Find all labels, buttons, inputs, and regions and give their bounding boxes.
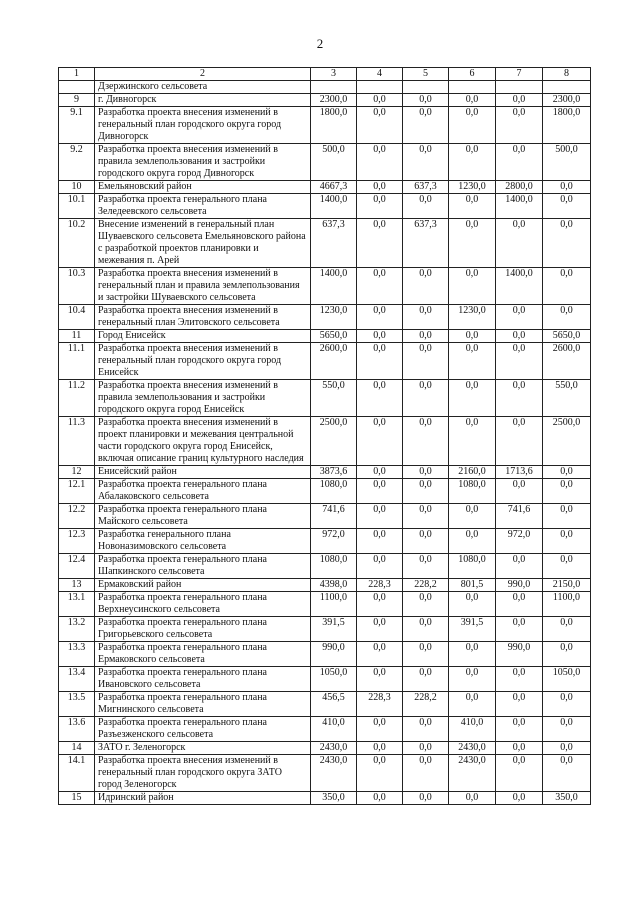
value-col-3: 1050,0 (311, 667, 357, 692)
value-col-3: 350,0 (311, 792, 357, 805)
value-col-6: 1080,0 (449, 554, 496, 579)
value-col-8: 1100,0 (543, 592, 591, 617)
row-number: 12.4 (59, 554, 95, 579)
row-description: Разработка проекта генерального плана Григорьевского сельсовета (95, 617, 311, 642)
table-row (59, 529, 591, 554)
value-col-7: 0,0 (496, 94, 543, 107)
value-col-7: 1400,0 (496, 268, 543, 305)
value-col-8: 0,0 (543, 268, 591, 305)
value-col-6: 0,0 (449, 692, 496, 717)
value-col-8: 0,0 (543, 181, 591, 194)
value-col-7: 0,0 (496, 692, 543, 717)
table-row (59, 479, 591, 504)
row-description: Енисейский район (95, 466, 311, 479)
value-col-8: 550,0 (543, 380, 591, 417)
value-col-3: 1230,0 (311, 305, 357, 330)
value-col-3: 1400,0 (311, 268, 357, 305)
value-col-8: 0,0 (543, 194, 591, 219)
table-row (59, 330, 591, 343)
row-description: Разработка проекта внесения изменений в генеральный план городского округа ЗАТО город Зеленогорск (95, 755, 311, 792)
value-col-3: 2300,0 (311, 94, 357, 107)
table-row (59, 81, 591, 94)
value-col-8: 1050,0 (543, 667, 591, 692)
value-col-6: 0,0 (449, 667, 496, 692)
value-col-4: 0,0 (357, 667, 403, 692)
value-col-7: 972,0 (496, 529, 543, 554)
value-col-5 (403, 81, 449, 94)
value-col-6 (449, 81, 496, 94)
row-description: Разработка проекта генерального плана Абалаковского сельсовета (95, 479, 311, 504)
value-col-7: 0,0 (496, 554, 543, 579)
value-col-8: 2300,0 (543, 94, 591, 107)
value-col-5: 0,0 (403, 554, 449, 579)
table-row (59, 617, 591, 642)
value-col-7: 0,0 (496, 479, 543, 504)
row-description: г. Дивногорск (95, 94, 311, 107)
value-col-4: 0,0 (357, 554, 403, 579)
value-col-8: 0,0 (543, 692, 591, 717)
row-number: 12.2 (59, 504, 95, 529)
value-col-3: 1080,0 (311, 554, 357, 579)
value-col-8: 0,0 (543, 305, 591, 330)
table-row (59, 305, 591, 330)
value-col-4: 0,0 (357, 330, 403, 343)
value-col-5: 228,2 (403, 579, 449, 592)
table-row (59, 579, 591, 592)
value-col-8: 0,0 (543, 617, 591, 642)
table-row (59, 194, 591, 219)
value-col-8 (543, 81, 591, 94)
value-col-3: 1800,0 (311, 107, 357, 144)
value-col-5: 228,2 (403, 692, 449, 717)
value-col-7: 0,0 (496, 305, 543, 330)
row-description: Город Енисейск (95, 330, 311, 343)
value-col-6: 1080,0 (449, 479, 496, 504)
value-col-7: 1713,6 (496, 466, 543, 479)
table-row (59, 667, 591, 692)
value-col-7: 0,0 (496, 742, 543, 755)
value-col-3: 741,6 (311, 504, 357, 529)
value-col-6: 0,0 (449, 330, 496, 343)
value-col-5: 0,0 (403, 144, 449, 181)
value-col-6: 1230,0 (449, 181, 496, 194)
row-description: Разработка проекта генерального плана Шапкинского сельсовета (95, 554, 311, 579)
row-description: Разработка проекта внесения изменений в генеральный план и правила землепользования и застройки Шуваевского сельсовета (95, 268, 311, 305)
value-col-5: 0,0 (403, 268, 449, 305)
table-row (59, 554, 591, 579)
table-row (59, 144, 591, 181)
value-col-6: 2160,0 (449, 466, 496, 479)
row-number: 13 (59, 579, 95, 592)
row-description: Дзержинского сельсовета (95, 81, 311, 94)
value-col-6: 0,0 (449, 504, 496, 529)
row-number: 13.4 (59, 667, 95, 692)
row-description: Емельяновский район (95, 181, 311, 194)
row-description: Разработка проекта внесения изменений в правила землепользования и застройки городского округа город Енисейск (95, 380, 311, 417)
value-col-5: 0,0 (403, 380, 449, 417)
value-col-4: 0,0 (357, 479, 403, 504)
value-col-8: 0,0 (543, 554, 591, 579)
row-number: 12.1 (59, 479, 95, 504)
table-row (59, 592, 591, 617)
value-col-4: 0,0 (357, 144, 403, 181)
value-col-3: 391,5 (311, 617, 357, 642)
value-col-7 (496, 81, 543, 94)
table-row (59, 107, 591, 144)
value-col-3: 637,3 (311, 219, 357, 268)
value-col-3: 3873,6 (311, 466, 357, 479)
value-col-8: 350,0 (543, 792, 591, 805)
row-number: 9 (59, 94, 95, 107)
value-col-4: 0,0 (357, 219, 403, 268)
row-number: 13.3 (59, 642, 95, 667)
value-col-6: 0,0 (449, 194, 496, 219)
row-description: Разработка проекта генерального плана Мигнинского сельсовета (95, 692, 311, 717)
row-number: 10.3 (59, 268, 95, 305)
value-col-3: 1100,0 (311, 592, 357, 617)
row-description: Разработка проекта внесения изменений в генеральный план Элитовского сельсовета (95, 305, 311, 330)
header-cell: 7 (496, 68, 543, 81)
value-col-5: 0,0 (403, 617, 449, 642)
value-col-7: 0,0 (496, 330, 543, 343)
value-col-8: 0,0 (543, 219, 591, 268)
value-col-6: 0,0 (449, 592, 496, 617)
value-col-4: 0,0 (357, 181, 403, 194)
value-col-6: 801,5 (449, 579, 496, 592)
row-description: Идринский район (95, 792, 311, 805)
table-row (59, 268, 591, 305)
row-number: 13.2 (59, 617, 95, 642)
row-number: 10.4 (59, 305, 95, 330)
value-col-7: 0,0 (496, 667, 543, 692)
value-col-8: 5650,0 (543, 330, 591, 343)
row-number: 9.1 (59, 107, 95, 144)
value-col-7: 0,0 (496, 144, 543, 181)
value-col-3 (311, 81, 357, 94)
value-col-4: 0,0 (357, 305, 403, 330)
value-col-4: 228,3 (357, 579, 403, 592)
value-col-6: 0,0 (449, 343, 496, 380)
table-row (59, 755, 591, 792)
value-col-5: 0,0 (403, 592, 449, 617)
value-col-8: 1800,0 (543, 107, 591, 144)
value-col-7: 0,0 (496, 417, 543, 466)
value-col-7: 0,0 (496, 717, 543, 742)
value-col-3: 410,0 (311, 717, 357, 742)
value-col-3: 2600,0 (311, 343, 357, 380)
row-description: Разработка проекта генерального плана Ермаковского сельсовета (95, 642, 311, 667)
row-number: 9.2 (59, 144, 95, 181)
row-description: Ермаковский район (95, 579, 311, 592)
value-col-6: 0,0 (449, 268, 496, 305)
value-col-4: 0,0 (357, 466, 403, 479)
value-col-3: 5650,0 (311, 330, 357, 343)
row-number: 10 (59, 181, 95, 194)
value-col-4: 0,0 (357, 194, 403, 219)
value-col-3: 1080,0 (311, 479, 357, 504)
table-row (59, 692, 591, 717)
value-col-3: 1400,0 (311, 194, 357, 219)
value-col-6: 0,0 (449, 417, 496, 466)
value-col-6: 0,0 (449, 642, 496, 667)
header-cell: 8 (543, 68, 591, 81)
value-col-4: 0,0 (357, 592, 403, 617)
header-cell: 6 (449, 68, 496, 81)
value-col-5: 0,0 (403, 343, 449, 380)
row-number: 12 (59, 466, 95, 479)
budget-table (58, 67, 591, 805)
value-col-5: 0,0 (403, 479, 449, 504)
value-col-4: 0,0 (357, 642, 403, 667)
table-row (59, 380, 591, 417)
table-row (59, 181, 591, 194)
value-col-5: 0,0 (403, 504, 449, 529)
value-col-5: 0,0 (403, 792, 449, 805)
table-row (59, 219, 591, 268)
row-description: Внесение изменений в генеральный план Шуваевского сельсовета Емельяновского района с разработкой проектов планировки и межевания п. Арей (95, 219, 311, 268)
value-col-3: 4398,0 (311, 579, 357, 592)
value-col-4: 0,0 (357, 380, 403, 417)
page-number: 2 (316, 36, 324, 51)
value-col-7: 0,0 (496, 792, 543, 805)
row-number: 14 (59, 742, 95, 755)
row-number: 13.1 (59, 592, 95, 617)
value-col-4: 0,0 (357, 107, 403, 144)
row-number: 10.2 (59, 219, 95, 268)
value-col-4: 0,0 (357, 343, 403, 380)
value-col-7: 2800,0 (496, 181, 543, 194)
row-description: Разработка проекта генерального плана Майского сельсовета (95, 504, 311, 529)
value-col-7: 741,6 (496, 504, 543, 529)
value-col-8: 0,0 (543, 529, 591, 554)
value-col-5: 0,0 (403, 330, 449, 343)
row-description: Разработка проекта генерального плана Зеледеевского сельсовета (95, 194, 311, 219)
value-col-6: 0,0 (449, 107, 496, 144)
value-col-7: 0,0 (496, 107, 543, 144)
row-number: 10.1 (59, 194, 95, 219)
value-col-4: 0,0 (357, 417, 403, 466)
value-col-4: 0,0 (357, 94, 403, 107)
table-row (59, 717, 591, 742)
row-number: 13.6 (59, 717, 95, 742)
row-number: 11.1 (59, 343, 95, 380)
value-col-8: 0,0 (543, 642, 591, 667)
row-number: 11.3 (59, 417, 95, 466)
value-col-8: 0,0 (543, 479, 591, 504)
value-col-6: 391,5 (449, 617, 496, 642)
header-cell: 2 (95, 68, 311, 81)
row-number: 14.1 (59, 755, 95, 792)
value-col-8: 500,0 (543, 144, 591, 181)
value-col-6: 0,0 (449, 219, 496, 268)
value-col-3: 972,0 (311, 529, 357, 554)
value-col-3: 550,0 (311, 380, 357, 417)
row-description: Разработка проекта генерального плана Верхнеусинского сельсовета (95, 592, 311, 617)
value-col-8: 2500,0 (543, 417, 591, 466)
table-row (59, 94, 591, 107)
table-row (59, 466, 591, 479)
value-col-7: 0,0 (496, 617, 543, 642)
header-cell: 3 (311, 68, 357, 81)
value-col-4: 228,3 (357, 692, 403, 717)
value-col-4: 0,0 (357, 717, 403, 742)
value-col-8: 0,0 (543, 717, 591, 742)
value-col-7: 0,0 (496, 343, 543, 380)
value-col-7: 1400,0 (496, 194, 543, 219)
value-col-7: 0,0 (496, 592, 543, 617)
row-description: Разработка проекта генерального плана Разъезженского сельсовета (95, 717, 311, 742)
table-row (59, 742, 591, 755)
value-col-5: 637,3 (403, 219, 449, 268)
value-col-6: 0,0 (449, 529, 496, 554)
row-number: 11.2 (59, 380, 95, 417)
value-col-5: 0,0 (403, 466, 449, 479)
value-col-8: 2150,0 (543, 579, 591, 592)
header-cell: 4 (357, 68, 403, 81)
value-col-7: 990,0 (496, 642, 543, 667)
value-col-3: 2430,0 (311, 742, 357, 755)
value-col-5: 0,0 (403, 667, 449, 692)
value-col-8: 0,0 (543, 504, 591, 529)
value-col-8: 0,0 (543, 755, 591, 792)
value-col-4: 0,0 (357, 755, 403, 792)
value-col-7: 990,0 (496, 579, 543, 592)
header-cell: 1 (59, 68, 95, 81)
value-col-5: 0,0 (403, 529, 449, 554)
table-row (59, 642, 591, 667)
value-col-6: 2430,0 (449, 755, 496, 792)
table-row (59, 504, 591, 529)
value-col-6: 0,0 (449, 144, 496, 181)
value-col-5: 0,0 (403, 305, 449, 330)
value-col-8: 0,0 (543, 742, 591, 755)
value-col-5: 0,0 (403, 194, 449, 219)
value-col-6: 0,0 (449, 380, 496, 417)
value-col-8: 0,0 (543, 466, 591, 479)
value-col-5: 0,0 (403, 94, 449, 107)
row-number: 15 (59, 792, 95, 805)
value-col-5: 0,0 (403, 717, 449, 742)
row-number: 13.5 (59, 692, 95, 717)
value-col-5: 0,0 (403, 742, 449, 755)
header-cell: 5 (403, 68, 449, 81)
row-number: 12.3 (59, 529, 95, 554)
table-row (59, 417, 591, 466)
value-col-3: 500,0 (311, 144, 357, 181)
value-col-7: 0,0 (496, 380, 543, 417)
value-col-3: 4667,3 (311, 181, 357, 194)
value-col-5: 0,0 (403, 107, 449, 144)
row-description: Разработка проекта внесения изменений в генеральный план городского округа город Енисейск (95, 343, 311, 380)
row-description: Разработка проекта внесения изменений в проект планировки и межевания центральной части городского округа город Енисейск, включая описание границ культурного наследия (95, 417, 311, 466)
value-col-8: 2600,0 (543, 343, 591, 380)
value-col-6: 2430,0 (449, 742, 496, 755)
value-col-4: 0,0 (357, 792, 403, 805)
value-col-4: 0,0 (357, 617, 403, 642)
row-description: Разработка проекта внесения изменений в правила землепользования и застройки городского округа город Дивногорск (95, 144, 311, 181)
row-number: 11 (59, 330, 95, 343)
table-row (59, 343, 591, 380)
value-col-4 (357, 81, 403, 94)
row-description: Разработка проекта внесения изменений в генеральный план городского округа город Дивногорск (95, 107, 311, 144)
value-col-6: 0,0 (449, 94, 496, 107)
value-col-5: 0,0 (403, 417, 449, 466)
value-col-3: 456,5 (311, 692, 357, 717)
row-description: Разработка проекта генерального плана Ивановского сельсовета (95, 667, 311, 692)
row-number (59, 81, 95, 94)
value-col-4: 0,0 (357, 742, 403, 755)
value-col-6: 410,0 (449, 717, 496, 742)
value-col-4: 0,0 (357, 504, 403, 529)
value-col-7: 0,0 (496, 755, 543, 792)
value-col-6: 1230,0 (449, 305, 496, 330)
value-col-5: 0,0 (403, 755, 449, 792)
table-row (59, 792, 591, 805)
value-col-5: 637,3 (403, 181, 449, 194)
value-col-3: 2430,0 (311, 755, 357, 792)
value-col-3: 2500,0 (311, 417, 357, 466)
row-description: ЗАТО г. Зеленогорск (95, 742, 311, 755)
value-col-4: 0,0 (357, 268, 403, 305)
header-row (59, 68, 591, 81)
value-col-5: 0,0 (403, 642, 449, 667)
value-col-4: 0,0 (357, 529, 403, 554)
row-description: Разработка генерального плана Новоназимовского сельсовета (95, 529, 311, 554)
value-col-7: 0,0 (496, 219, 543, 268)
value-col-6: 0,0 (449, 792, 496, 805)
value-col-3: 990,0 (311, 642, 357, 667)
